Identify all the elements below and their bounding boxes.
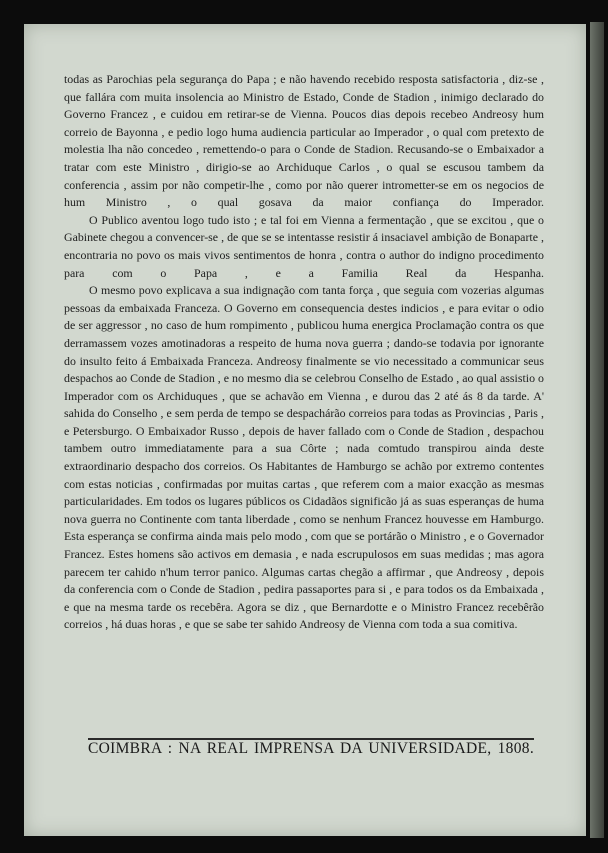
- paragraph: O mesmo povo explicava a sua indignação com tanta força , que seguia com vozerias algumas pessoas da embaixada Franceza. O Governo em consequencia destes indicios , e para evitar o odio de ser aggressor , no caso de hum rompimento , publicou huma energica Proclamação contra os que derramassem vozes amotinadoras a respeito de huma nova guerra ; dando-se todavia por ignorante do insulto feito á Embaixada Franceza. Andreosy finalmente se vio necessitado a communicar seus despachos ao Conde de Stadion , e no mesmo dia se celebrou Conselho de Estado , ao qual assistio o Imperador com os Archiduques , que se achavão em Vienna , e durou das 2 até ás 8 da tarde. A' sahida do Conselho , e sem perda de tempo se despachárão correios para todas as Provincias , Paris , e Petersburgo. O Embaixador Russo , depois de haver fallado com o Conde de Stadion , despachou tambem outro immediatamente para a sua Côrte ; nada comtudo transpirou ainda deste extraordinario despacho dos correios. Os Habitantes de Hamburgo se achão por extremo contentes com estas noticias , confirmadas por muitas cartas , que referem com a maior exacção as mesmas particularidades. Em todos os lugares públicos os Cidadãos significão já as suas esperanças de huma nova guerra no Continente com tanta liberdade , como se nenhum Francez houvesse em Hamburgo. Esta esperança se confirma ainda mais pelo modo , com que se portárão o Ministro , e o Governador Francez. Estes homens são activos em demasia , e nada escrupulosos em suas medidas ; mas agora parecem ter cahido n'hum terror panico. Algumas cartas chegão a affirmar , que Andreosy , depois da conferencia com o Conde de Stadion , pedira passaportes para si , e para todos os da Embaixada , e que na mesma tarde os recebêra. Agora se diz , que Bernardotte e o Ministro Francez recebêrão correios , há duas horas , e que se sabe ter sahido Andreosy de Vienna com toda a sua comitiva.: [64, 283, 544, 632]
- imprint-line: COIMBRA : NA REAL IMPRENSA DA UNIVERSIDADE, 1808.: [88, 740, 534, 757]
- paragraph: O Publico aventou logo tudo isto ; e tal foi em Vienna a fermentação , que se excitou , que o Gabinete chegou a convencer-se , de que se se intentasse resistir á insaciavel ambição de Bonaparte , encontraria no povo os mais vivos sentimentos de honra , contra o author do indigno procedimento para com o Papa , e a Familia Real da Hespanha.: [64, 212, 544, 280]
- article-body: [64, 71, 544, 634]
- page-edge: [590, 22, 604, 838]
- paragraph: todas as Parochias pela segurança do Papa ; e não havendo recebido resposta satisfactoria , diz-se , que fallára com muita insolencia ao Ministro de Estado, Conde de Stadion , inimigo declarado do Governo Francez , e cuidou em retirar-se de Vienna. Poucos dias depois recebeo Andreosy hum correio de Bayonna , e pedio logo huma audiencia particular ao Imperador , o qual com pretexto de molestia lha não concedeo , remettendo-o para o Conde de Stadion. Recusando-se o Embaixador a tratar com este Ministro , dirigio-se ao Archiduque Carlos , o qual se escusou tambem da conferencia , assim por não competir-lhe , como por não querer intrometter-se em os negocios de hum Ministro , o qual gosava da maior confiança do Imperador.: [64, 72, 544, 210]
